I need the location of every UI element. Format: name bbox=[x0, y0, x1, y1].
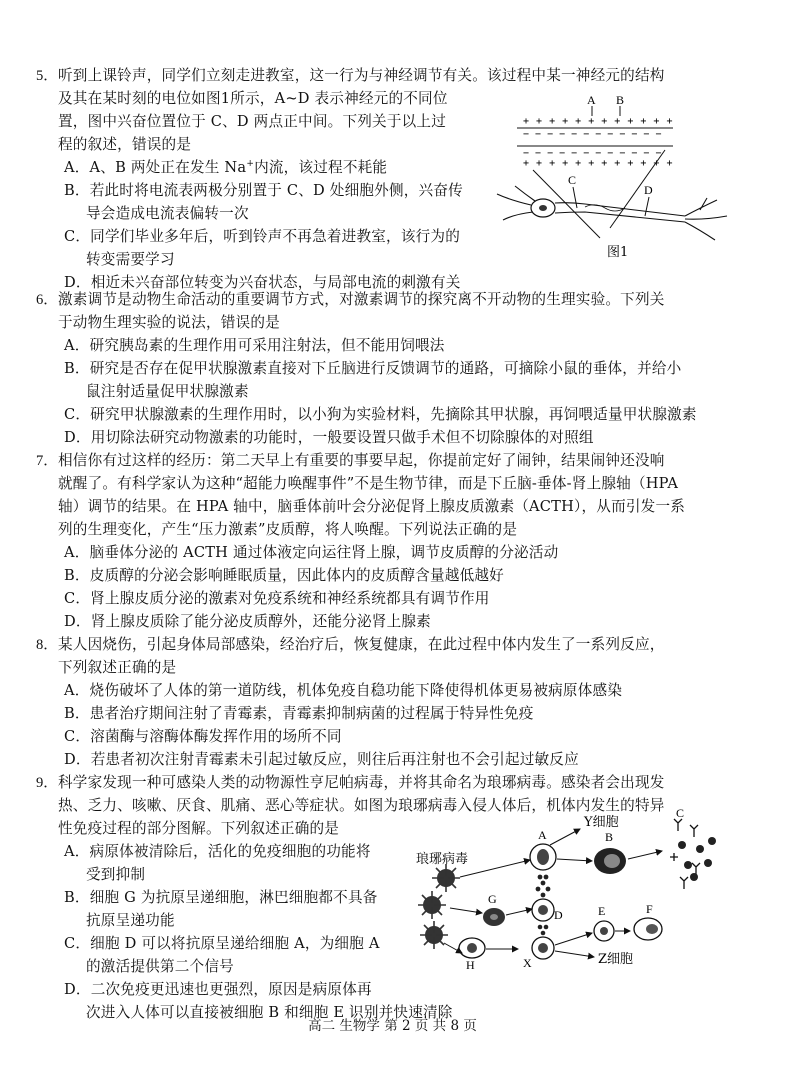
q9-stem-line3: 性免疫过程的部分图解。下列叙述正确的是 bbox=[58, 820, 340, 837]
q6-option-a: A．研究胰岛素的生理作用可采用注射法，但不能用饲喂法 bbox=[64, 337, 445, 354]
q7-option-c: C．肾上腺皮质分泌的激素对免疫系统和神经系统都具有调节作用 bbox=[64, 590, 490, 607]
q6-option-c: C．研究甲状腺激素的生理作用时，以小狗为实验材料，先摘除其甲状腺，再饲喂适量甲状腺激素 bbox=[64, 406, 697, 423]
q7-stem-line1: 相信你有过这样的经历：第二天早上有重要的事要早起，你提前定好了闹钟，结果闹钟还没响 bbox=[58, 452, 665, 469]
q9-number: 9． bbox=[36, 775, 58, 791]
fig1-row-plus-top: + + + + + + + + + + + + bbox=[523, 116, 673, 127]
fig1-row-minus-top: − − − − − − − − − − − − bbox=[523, 129, 662, 140]
fig1-caption: 图1 bbox=[607, 245, 629, 260]
fig1-label-c: C bbox=[568, 173, 577, 187]
cell-a-label: A bbox=[538, 828, 547, 842]
q5-stem-line4: 程的叙述，错误的是 bbox=[58, 136, 192, 153]
q8-number: 8． bbox=[36, 637, 58, 653]
cell-h bbox=[459, 938, 485, 958]
q5-stem-line1: 听到上课铃声，同学们立刻走进教室，这一行为与神经调节有关。该过程中某一神经元的结构 bbox=[58, 67, 665, 84]
q5-option-c-line1: C．同学们毕业多年后，听到铃声不再急着进教室，该行为的 bbox=[64, 228, 461, 245]
virus-label: 琅琊病毒 bbox=[416, 852, 469, 867]
q6-number: 6． bbox=[36, 292, 58, 308]
figure-1-neuron bbox=[495, 90, 740, 265]
q9-stem-line2: 热、乏力、咳嗽、厌食、肌痛、恶心等症状。如图为琅琊病毒入侵人体后，机体内发生的特异 bbox=[58, 797, 665, 814]
q5-option-a: A．A、B 两处正在发生 Na+内流，该过程不耗能 bbox=[64, 159, 388, 176]
q9-option-b-line1: B．细胞 G 为抗原呈递细胞，淋巴细胞都不具备 bbox=[64, 889, 378, 906]
q5-stem-line2: 及其在某时刻的电位如图1所示，A~D 表示神经元的不同位 bbox=[58, 90, 448, 107]
virus-particle-1 bbox=[432, 864, 460, 892]
cell-lower bbox=[532, 937, 554, 959]
fig1-row-plus-bottom: + + + + + + + + + + + + bbox=[523, 158, 673, 169]
q9-option-b-line2: 抗原呈递功能 bbox=[86, 912, 175, 929]
q9-option-a-line1: A．病原体被清除后，活化的免疫细胞的功能将 bbox=[64, 843, 371, 860]
q7-option-b: B．皮质醇的分泌会影响睡眠质量，因此体内的皮质醇含量越低越好 bbox=[64, 567, 504, 584]
q8-option-a: A．烧伤破坏了人体的第一道防线，机体免疫自稳功能下降使得机体更易被病原体感染 bbox=[64, 682, 623, 699]
q5-option-c-line2: 转变需要学习 bbox=[86, 251, 175, 268]
q9-option-c-line2: 的激活提供第二个信号 bbox=[86, 958, 234, 975]
cell-f bbox=[634, 918, 662, 940]
q9-option-d-line2: 次进入人体可以直接被细胞 B 和细胞 E 识别并快速清除 bbox=[86, 1004, 453, 1021]
cell-e-label: E bbox=[598, 904, 606, 918]
q7-number: 7． bbox=[36, 453, 58, 469]
x-label: X bbox=[523, 956, 532, 970]
q7-option-d: D．肾上腺皮质除了能分泌皮质醇外，还能分泌肾上腺素 bbox=[64, 613, 431, 630]
fig1-label-b: B bbox=[616, 93, 625, 107]
q8-option-d: D．若患者初次注射青霉素未引起过敏反应，则往后再注射也不会引起过敏反应 bbox=[64, 751, 579, 768]
fig1-row-minus-bottom: − − − − − − − − − − − − bbox=[523, 148, 662, 159]
cell-f-label: F bbox=[646, 902, 653, 916]
antibody-c-label: C bbox=[676, 806, 685, 820]
q7-stem-line4: 列的生理变化，产生“压力激素”皮质醇，将人唤醒。下列说法正确的是 bbox=[58, 521, 518, 538]
fig1-label-a: A bbox=[587, 93, 596, 107]
cell-d-label: D bbox=[554, 908, 563, 922]
q8-stem-line2: 下列叙述正确的是 bbox=[58, 659, 177, 676]
z-cell-label: Z细胞 bbox=[598, 952, 634, 967]
cell-g bbox=[483, 908, 505, 926]
virus-particle-2 bbox=[418, 891, 446, 919]
q9-stem-line1: 科学家发现一种可感染人类的动物源性亨尼帕病毒，并将其命名为琅琊病毒。感染者会出现发 bbox=[58, 774, 665, 791]
q5-option-b-line2: 导会造成电流表偏转一次 bbox=[86, 205, 249, 222]
cell-b bbox=[594, 848, 626, 874]
q8-option-c: C．溶菌酶与溶酶体酶发挥作用的场所不同 bbox=[64, 728, 342, 745]
q6-stem-line1: 激素调节是动物生命活动的重要调节方式，对激素调节的探究离不开动物的生理实验。下列关 bbox=[58, 291, 665, 308]
q9-option-a-line2: 受到抑制 bbox=[86, 866, 146, 883]
q9-option-d-line1: D．二次免疫更迅速也更强烈，原因是病原体再 bbox=[64, 981, 372, 998]
q8-stem-line1: 某人因烧伤，引起身体局部感染，经治疗后，恢复健康，在此过程中体内发生了一系列反应， bbox=[58, 636, 665, 653]
y-cell-label: Y细胞 bbox=[584, 815, 619, 830]
cell-g-label: G bbox=[488, 892, 497, 906]
q5-stem-line3: 置，图中兴奋位置位于 C、D 两点正中间。下列关于以上过 bbox=[58, 113, 446, 130]
q7-stem-line3: 轴）调节的结果。在 HPA 轴中，脑垂体前叶会分泌促肾上腺皮质激素（ACTH），从而引发一系 bbox=[58, 498, 686, 515]
virus-particle-3 bbox=[420, 921, 448, 949]
cell-e bbox=[594, 921, 614, 941]
q5-number: 5． bbox=[36, 68, 58, 84]
q8-option-b: B．患者治疗期间注射了青霉素，青霉素抑制病菌的过程属于特异性免疫 bbox=[64, 705, 534, 722]
cell-h-label: H bbox=[466, 958, 475, 972]
figure-immune-process bbox=[412, 805, 734, 975]
q5-option-d: D．相近未兴奋部位转变为兴奋状态，与局部电流的刺激有关 bbox=[64, 274, 461, 291]
q6-option-d: D．用切除法研究动物激素的功能时，一般要设置只做手术但不切除腺体的对照组 bbox=[64, 429, 594, 446]
page-footer: 高二 生物学 第 2 页 共 8 页 bbox=[308, 1018, 477, 1034]
q7-stem-line2: 就醒了。有科学家认为这种“超能力唤醒事件”不是生物节律，而是下丘脑-垂体-肾上腺轴（HPA bbox=[58, 475, 679, 492]
cell-a bbox=[530, 844, 556, 870]
cell-b-label: B bbox=[605, 830, 614, 844]
q9-option-c-line1: C．细胞 D 可以将抗原呈递给细胞 A，为细胞 A bbox=[64, 935, 380, 952]
q6-option-b-line1: B．研究是否存在促甲状腺激素直接对下丘脑进行反馈调节的通路，可摘除小鼠的垂体，并给小 bbox=[64, 360, 682, 377]
q5-option-b-line1: B．若此时将电流表两极分别置于 C、D 处细胞外侧，兴奋传 bbox=[64, 182, 463, 199]
q6-option-b-line2: 鼠注射适量促甲状腺激素 bbox=[86, 383, 249, 400]
fig1-label-d: D bbox=[644, 183, 653, 197]
q7-option-a: A．脑垂体分泌的 ACTH 通过体液定向运往肾上腺，调节皮质醇的分泌活动 bbox=[64, 544, 559, 561]
cell-d bbox=[532, 899, 554, 921]
q6-stem-line2: 于动物生理实验的说法，错误的是 bbox=[58, 314, 280, 331]
